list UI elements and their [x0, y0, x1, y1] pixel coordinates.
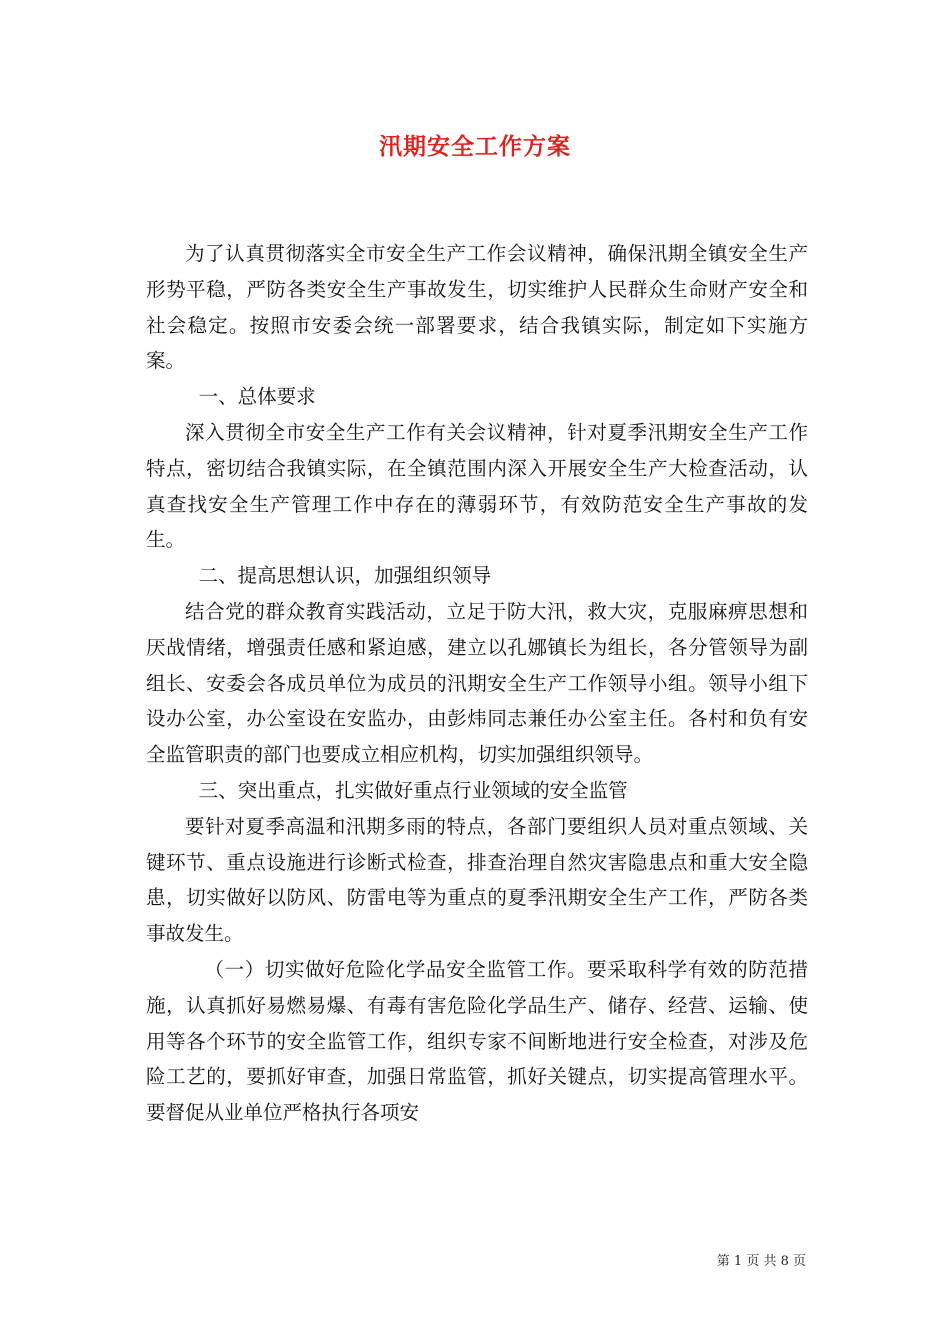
- document-title: 汛期安全工作方案: [379, 133, 571, 160]
- section-heading-2: 二、提高思想认识，加强组织领导: [198, 564, 492, 588]
- section-heading-1: 一、总体要求: [198, 385, 316, 409]
- page-number: 第 1 页 共 8 页: [716, 1254, 806, 1269]
- paragraph-section-2: 结合党的群众教育实践活动，立足于防大汛，救大灾，克服麻痹思想和厌战情绪，增强责任感和紧迫感，建立以孔娜镇长为组长，各分管领导为副组长、安委会各成员单位为成员的汛期安全生产工作领导小组。领导小组下设办公室，办公室设在安监办，由彭炜同志兼任办公室主任。各村和负有安全监管职责的部门也要成立相应机构，切实加强组织领导。: [146, 599, 808, 767]
- paragraph-section-1: 深入贯彻全市安全生产工作有关会议精神，针对夏季汛期安全生产工作特点，密切结合我镇实际，在全镇范围内深入开展安全生产大检查活动，认真查找安全生产管理工作中存在的薄弱环节，有效防范安全生产事故的发生。: [146, 420, 808, 552]
- paragraph-intro: 为了认真贯彻落实全市安全生产工作会议精神，确保汛期全镇安全生产形势平稳，严防各类安全生产事故发生，切实维护人民群众生命财产安全和社会稳定。按照市安委会统一部署要求，结合我镇实际，制定如下实施方案。: [146, 242, 808, 373]
- paragraph-section-3: 要针对夏季高温和汛期多雨的特点，各部门要组织人员对重点领域、关键环节、重点设施进行诊断式检查，排查治理自然灾害隐患点和重大安全隐患，切实做好以防风、防雷电等为重点的夏季汛期安全生产工作，严防各类事故发生。: [146, 814, 808, 946]
- document-body: [146, 236, 808, 1131]
- paragraph-subsection-1: （一）切实做好危险化学品安全监管工作。要采取科学有效的防范措施，认真抓好易燃易爆、有毒有害危险化学品生产、储存、经营、运输、使用等各个环节的安全监管工作，组织专家不间断地进行安全检查，对涉及危险工艺的，要抓好审查，加强日常监管，抓好关键点，切实提高管理水平。要督促从业单位严格执行各项安: [146, 957, 808, 1125]
- section-heading-3: 三、突出重点，扎实做好重点行业领域的安全监管: [198, 778, 628, 802]
